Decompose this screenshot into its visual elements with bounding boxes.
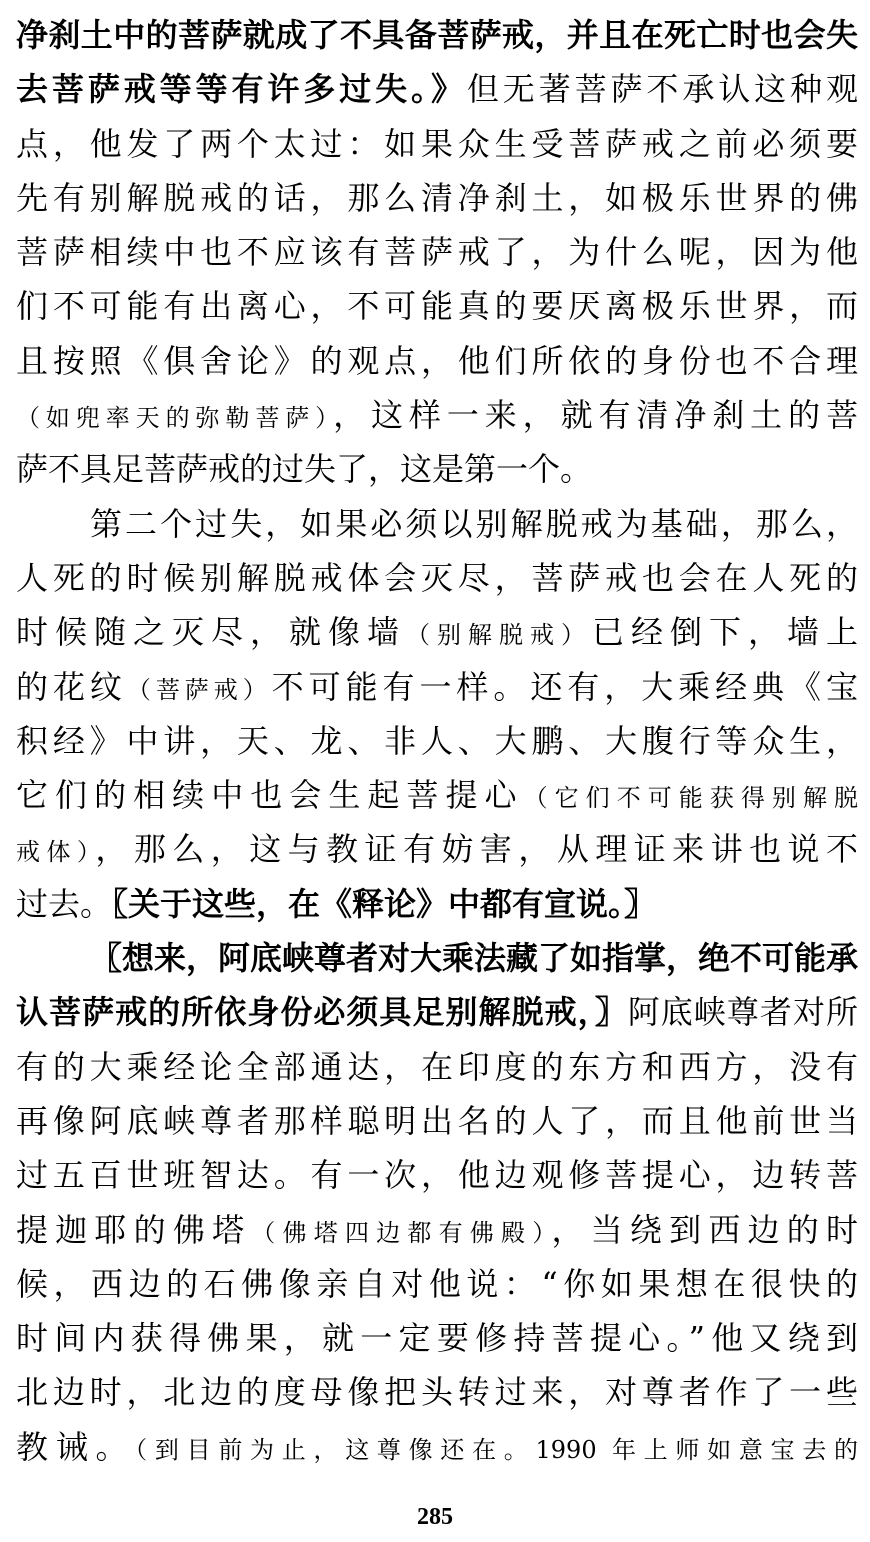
text-span: 提迦耶的佛塔 — [16, 1210, 252, 1249]
text-line — [16, 877, 858, 931]
text-span: 有的大乘经论全部通达，在印度的东方和西方，没有 — [16, 1047, 858, 1086]
small-note: （到目前为止，这尊像还在。1990 年上师如意宝去的 — [135, 1435, 858, 1464]
text-line — [16, 334, 858, 388]
text-line — [16, 62, 858, 116]
text-line — [16, 8, 858, 62]
small-note: （别解脱戒） — [406, 621, 592, 650]
text-span: 不可能有一样。还有，大乘经典《宝 — [271, 667, 858, 706]
text-line — [16, 822, 858, 876]
bold-span: 净刹土中的菩萨就成了不具备菩萨戒，并且在死亡时也会失 — [16, 16, 858, 54]
text-span: 且按照《俱舍论》的观点，他们所依的身份也不合理 — [16, 341, 858, 380]
small-note: 戒体） — [16, 838, 96, 867]
text-span: 先有别解脱戒的话，那么清净刹土，如极乐世界的佛 — [16, 178, 858, 217]
body-text — [16, 8, 858, 1474]
small-note: （它们不可能获得别解脱 — [523, 784, 858, 813]
text-line — [16, 1420, 858, 1474]
text-span: 候，西边的石佛像亲自对他说：“你如果想在很快的 — [16, 1264, 858, 1303]
text-line — [16, 1203, 858, 1257]
text-line — [16, 1040, 858, 1094]
text-span: 再像阿底峡尊者那样聪明出名的人了，而且他前世当 — [16, 1101, 858, 1140]
text-line — [16, 171, 858, 225]
text-span: 它们的相续中也会生起菩提心 — [16, 776, 524, 815]
text-span: 积经》中讲，天、龙、非人、大鹏、大腹行等众生， — [16, 721, 858, 760]
text-span: ，当绕到西边的时 — [551, 1210, 858, 1249]
bold-span: 〖想来，阿底峡尊者对大乘法藏了如指掌，绝不可能承 — [90, 939, 858, 978]
text-line — [16, 768, 858, 822]
text-line — [16, 1365, 858, 1419]
small-note: （佛塔四边都有佛殿） — [251, 1218, 552, 1247]
text-line — [16, 1094, 858, 1148]
text-span: 们不可能有出离心，不可能真的要厌离极乐世界，而 — [16, 287, 858, 326]
text-line — [16, 660, 858, 714]
text-span: 时候随之灭尽，就像墙 — [16, 613, 406, 652]
text-line — [16, 605, 858, 659]
text-span: 第二个过失，如果必须以别解脱戒为基础，那么， — [90, 504, 858, 543]
text-line — [16, 442, 858, 496]
bold-span: 认菩萨戒的所依身份必须具足别解脱戒，〗 — [16, 993, 628, 1032]
text-line — [16, 497, 858, 551]
text-line — [16, 551, 858, 605]
text-line — [16, 388, 858, 442]
text-span: 菩萨相续中也不应该有菩萨戒了，为什么呢，因为他 — [16, 233, 858, 272]
text-span: 已经倒下，墙上 — [592, 613, 858, 652]
text-line — [16, 1311, 858, 1365]
text-span: 过五百世班智达。有一次，他边观修菩提心，边转菩 — [16, 1156, 858, 1195]
text-span: ，那么，这与教证有妨害，从理证来讲也说不 — [95, 830, 858, 869]
small-note: （如兜率天的弥勒菩萨） — [16, 404, 334, 433]
text-span: 教诫。 — [16, 1427, 136, 1466]
text-line — [16, 225, 858, 279]
text-span: 萨不具足菩萨戒的过失了，这是第一个。 — [16, 450, 593, 489]
bold-span: 〖关于这些，在《释论》中都有宣说。〗 — [112, 884, 657, 923]
page-number: 285 — [417, 1504, 453, 1530]
text-span: 过去。 — [16, 884, 113, 923]
text-line — [16, 1257, 858, 1311]
text-span: 的花纹 — [16, 667, 127, 706]
text-span: 点，他发了两个太过：如果众生受菩萨戒之前必须要 — [16, 124, 858, 163]
text-line — [16, 985, 858, 1039]
text-span: ，这样一来，就有清净刹土的菩 — [333, 396, 858, 435]
text-line — [16, 279, 858, 333]
text-span: 时间内获得佛果，就一定要修持菩提心。”他又绕到 — [16, 1319, 858, 1358]
text-line — [16, 117, 858, 171]
text-line — [16, 931, 858, 985]
text-span: 但无著菩萨不承认这种观 — [466, 70, 858, 109]
text-span: 北边时，北边的度母像把头转过来，对尊者作了一些 — [16, 1373, 858, 1412]
text-line — [16, 714, 858, 768]
text-line — [16, 1148, 858, 1202]
text-span: 人死的时候别解脱戒体会灭尽，菩萨戒也会在人死的 — [16, 558, 858, 597]
small-note: （菩萨戒） — [126, 675, 272, 704]
text-span: 阿底峡尊者对所 — [627, 993, 858, 1032]
bold-span: 去菩萨戒等等有许多过失。》 — [16, 70, 467, 109]
